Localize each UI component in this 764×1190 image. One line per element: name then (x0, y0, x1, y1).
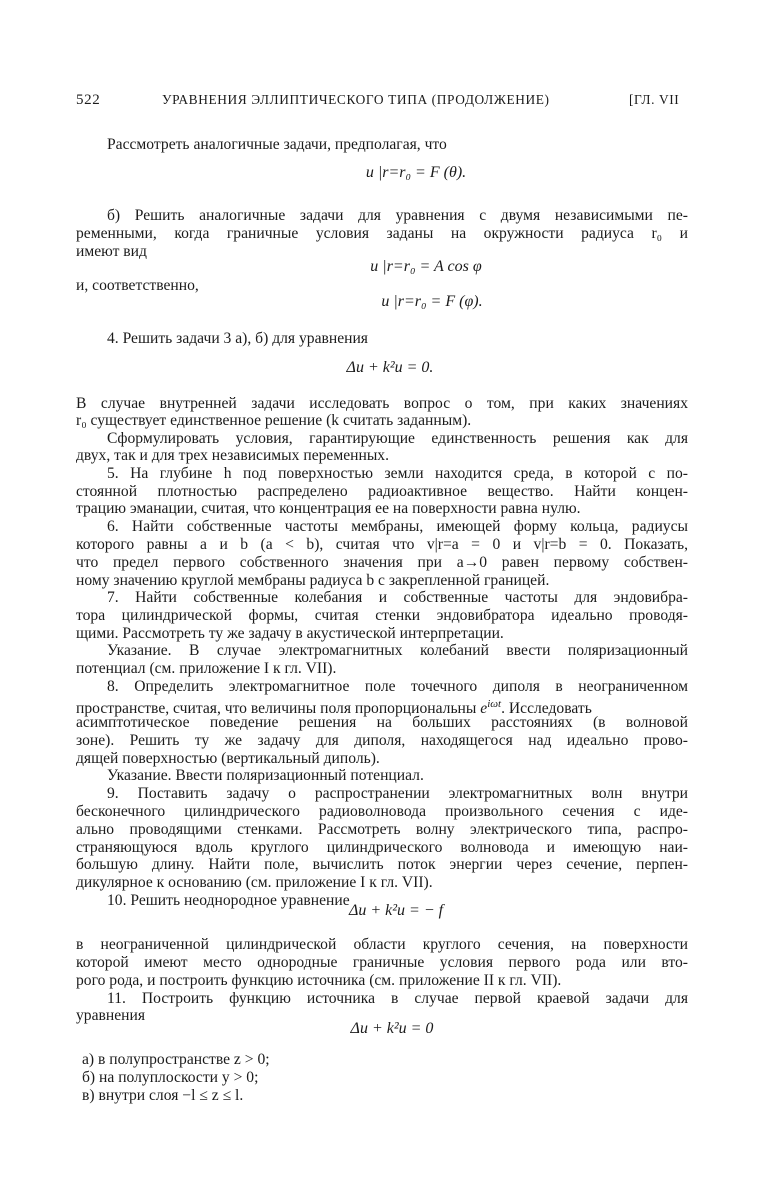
list-item: в) внутри слоя −l ≤ z ≤ l. (82, 1087, 244, 1104)
body-line: трацию эманации, считая, что концентрация ее на поверхности равна нулю. (76, 500, 581, 517)
formula: Δu + k²u = − f (348, 902, 444, 919)
body-line: В случае внутренней задачи исследовать вопрос о том, при каких значениях (76, 395, 688, 412)
body-line: большую длину. Найти поле, вычислить поток энергии через сечение, перпен- (76, 856, 688, 873)
body-line: имеют вид (76, 243, 147, 260)
formula: Δu + k²u = 0 (350, 1020, 434, 1037)
body-line: и, соответственно, (76, 277, 199, 294)
body-line: ально проводящими стенками. Рассмотреть волну электрического типа, распро- (76, 821, 688, 838)
body-line: асимптотическое поведение решения на больших расстояниях (в волновой (76, 714, 688, 731)
body-line: ременными, когда граничные условия заданы на окружности радиуса r₀ и (76, 225, 688, 242)
body-line: стоянной плотностью распределено радиоактивное вещество. Найти концен- (76, 483, 688, 500)
body-line: которого равны a и b (a < b), считая что v|r=a = 0 и v|r=b = 0. Показать, (76, 536, 688, 553)
body-line: двух, так и для трех независимых переменных. (76, 447, 389, 464)
running-title: УРАВНЕНИЯ ЭЛЛИПТИЧЕСКОГО ТИПА (ПРОДОЛЖЕНИЕ) (162, 92, 550, 107)
exponent: iωt (487, 698, 502, 710)
list-item: а) в полупространстве z > 0; (82, 1051, 270, 1068)
problem-7-line: 7. Найти собственные колебания и собственные частоты для эндовибра- (107, 589, 688, 606)
formula: u |r=r₀ = A cos φ (370, 258, 482, 275)
formula: u |r=r₀ = F (φ). (381, 293, 483, 310)
formula: u |r=r₀ = F (θ). (365, 164, 467, 181)
body-line: рого рода, и построить функцию источника (см. приложение II к гл. VII). (76, 972, 562, 989)
problem-4-line: 4. Решить задачи 3 а), б) для уравнения (107, 330, 368, 347)
body-text: пространстве, считая, что величины поля пропорциональны (76, 700, 481, 718)
chapter-label: [ГЛ. VII (629, 92, 680, 107)
body-line: страняющуюся вдоль круглого цилиндрического волновода и имеющую наи- (76, 839, 688, 856)
body-line: тора цилиндрической формы, считая стенки эндовибратора идеально проводя- (76, 607, 688, 624)
exponent-base: e (480, 700, 488, 718)
hint-line: Указание. В случае электромагнитных колебаний ввести поляризационный (107, 642, 688, 659)
body-line: ному значению круглой мембраны радиуса b с закрепленной границей. (76, 572, 550, 589)
problem-9-line: 9. Поставить задачу о распространении электромагнитных волн внутри (107, 785, 688, 802)
page-number: 522 (76, 92, 101, 108)
body-line: уравнения (76, 1007, 146, 1024)
body-line: дикулярное к основанию (см. приложение I к гл. VII). (76, 874, 433, 891)
problem-6-line: 6. Найти собственные частоты мембраны, имеющей форму кольца, радиусы (107, 518, 688, 535)
body-line: Рассмотреть аналогичные задачи, предполагая, что (107, 136, 447, 153)
problem-10-line: 10. Решить неоднородное уравнение (107, 892, 350, 909)
body-line: бесконечного цилиндрического радиоволновода произвольного сечения с иде- (76, 803, 688, 820)
body-line: которой имеют место однородные граничные условия первого рода или вто- (76, 954, 688, 971)
formula: Δu + k²u = 0. (346, 359, 434, 376)
body-line: зоне). Решить ту же задачу для диполя, находящегося над идеально прово- (76, 732, 688, 749)
body-line: Сформулировать условия, гарантирующие единственность решения как для (107, 430, 688, 447)
body-line: дящей поверхностью (вертикальный диполь). (76, 750, 380, 767)
body-line: в неограниченной цилиндрической области круглого сечения, на поверхности (76, 936, 688, 953)
body-text: . Исследовать (501, 700, 592, 718)
hint-line: Указание. Ввести поляризационный потенциал. (107, 767, 424, 784)
body-line: потенциал (см. приложение I к гл. VII). (76, 660, 337, 677)
problem-11-line: 11. Построить функцию источника в случае первой краевой задачи для (107, 990, 688, 1007)
list-item: б) на полуплоскости y > 0; (82, 1069, 259, 1086)
body-line: щими. Рассмотреть ту же задачу в акустической интерпретации. (76, 625, 504, 642)
body-line: что предел первого собственного значения при a→0 равен первому собствен- (76, 554, 688, 571)
body-line: б) Решить аналогичные задачи для уравнения с двумя независимыми пе- (107, 207, 688, 224)
problem-5-line: 5. На глубине h под поверхностью земли находится среда, в которой с по- (107, 465, 688, 482)
body-line: r₀ существует единственное решение (k считать заданным). (76, 412, 472, 429)
problem-8-line: 8. Определить электромагнитное поле точечного диполя в неограниченном (107, 678, 688, 695)
